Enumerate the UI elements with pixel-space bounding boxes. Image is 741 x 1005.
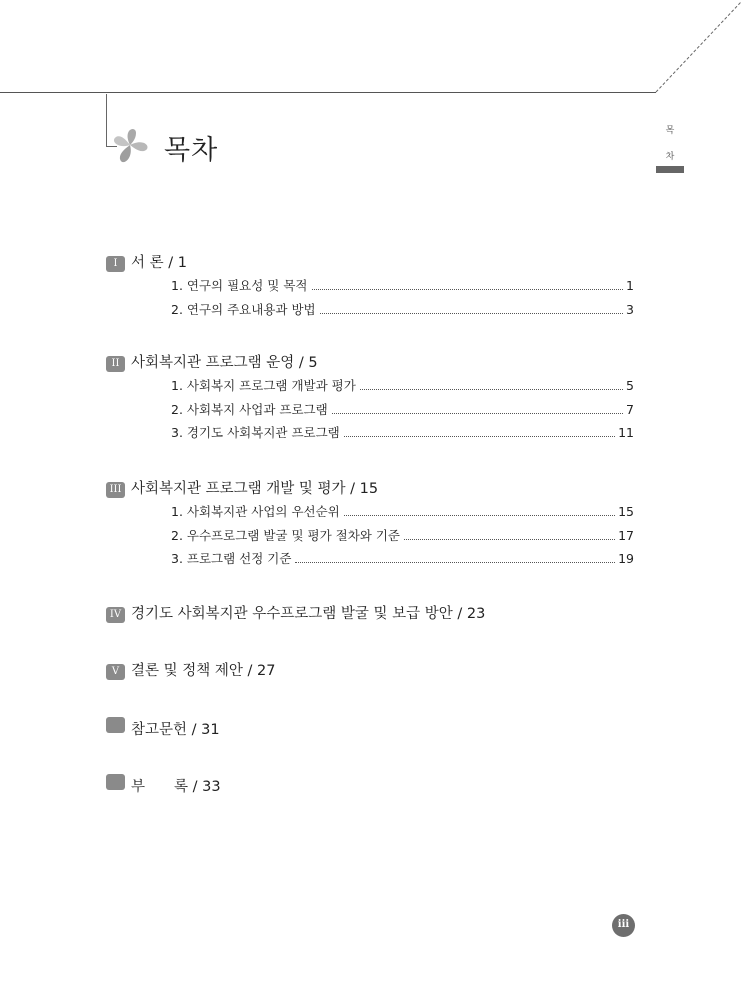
chapter-3-heading <box>106 477 378 498</box>
toc-entry[interactable] <box>171 376 634 400</box>
chapter-heading-text: 결론 및 정책 제안 / 27 <box>131 663 276 679</box>
chapter-4-heading[interactable] <box>106 602 485 623</box>
toc-entry-page: 15 <box>618 504 634 519</box>
toc-entry-page: 19 <box>618 551 634 566</box>
corner-diagonal-line <box>0 0 741 100</box>
chapter-heading-text: 부 록 / 33 <box>131 779 221 795</box>
toc-entry[interactable] <box>171 526 634 550</box>
chapter-number-badge <box>106 717 125 733</box>
toc-entry-page: 1 <box>626 278 634 293</box>
chapter-number-badge: I <box>106 256 125 272</box>
toc-entry-label: 1. 사회복지 프로그램 개발과 평가 <box>171 378 356 393</box>
toc-entry[interactable] <box>171 300 634 324</box>
dot-leader <box>320 313 623 314</box>
toc-entry[interactable] <box>171 502 634 526</box>
references-heading[interactable] <box>106 717 220 739</box>
toc-entry-label: 2. 우수프로그램 발굴 및 평가 절차와 기준 <box>171 527 400 543</box>
toc-entry[interactable] <box>171 423 634 447</box>
side-tab-char-1: 목 <box>665 126 675 136</box>
toc-entry-page: 7 <box>626 401 634 417</box>
chapter-heading-text: 참고문헌 / 31 <box>131 722 220 738</box>
dot-leader <box>360 389 623 390</box>
dot-leader <box>344 515 615 516</box>
toc-entry-label: 1. 사회복지관 사업의 우선순위 <box>171 504 340 519</box>
dot-leader <box>404 539 615 540</box>
toc-entry-label: 2. 사회복지 사업과 프로그램 <box>171 401 328 417</box>
dot-leader <box>312 289 624 290</box>
dot-leader <box>332 413 623 414</box>
chapter-heading-text: 서 론 / 1 <box>131 255 187 271</box>
toc-entry-label: 1. 연구의 필요성 및 목적 <box>171 278 308 293</box>
chapter-heading-text: 사회복지관 프로그램 개발 및 평가 / 15 <box>131 481 379 497</box>
toc-entry-page: 17 <box>618 527 634 543</box>
toc-entry[interactable] <box>171 549 634 573</box>
page-title: 목차 <box>164 135 219 166</box>
toc-entry-label: 2. 연구의 주요내용과 방법 <box>171 301 316 317</box>
chapter-number-badge: III <box>106 482 125 498</box>
chapter-3-entries <box>171 502 634 573</box>
chapter-number-badge <box>106 774 125 790</box>
appendix-heading[interactable] <box>106 774 221 796</box>
toc-entry[interactable] <box>171 276 634 300</box>
chapter-number-badge: IV <box>106 607 125 623</box>
toc-entry-label: 3. 경기도 사회복지관 프로그램 <box>171 425 340 440</box>
chapter-1-heading <box>106 251 187 272</box>
chapter-1-entries <box>171 276 634 323</box>
chapter-number-badge: V <box>106 664 125 680</box>
toc-entry-page: 11 <box>618 425 634 440</box>
chapter-2-heading <box>106 351 318 372</box>
dot-leader <box>295 562 615 563</box>
chapter-heading-text: 사회복지관 프로그램 운영 / 5 <box>131 355 318 371</box>
side-tab-label <box>656 118 684 170</box>
toc-entry-page: 5 <box>626 378 634 393</box>
chapter-5-heading[interactable] <box>106 659 275 680</box>
dot-leader <box>344 436 615 437</box>
side-tab-bar <box>656 166 684 173</box>
toc-entry-page: 3 <box>626 301 634 317</box>
chapter-heading-text: 경기도 사회복지관 우수프로그램 발굴 및 보급 방안 / 23 <box>131 606 486 622</box>
page-number-badge: iii <box>612 914 635 937</box>
toc-entry-label: 3. 프로그램 선정 기준 <box>171 551 292 566</box>
chapter-number-badge: II <box>106 356 125 372</box>
chapter-2-entries <box>171 376 634 447</box>
toc-entry[interactable] <box>171 400 634 424</box>
side-tab-char-2: 차 <box>665 152 675 162</box>
leaf-logo-icon <box>108 123 154 169</box>
